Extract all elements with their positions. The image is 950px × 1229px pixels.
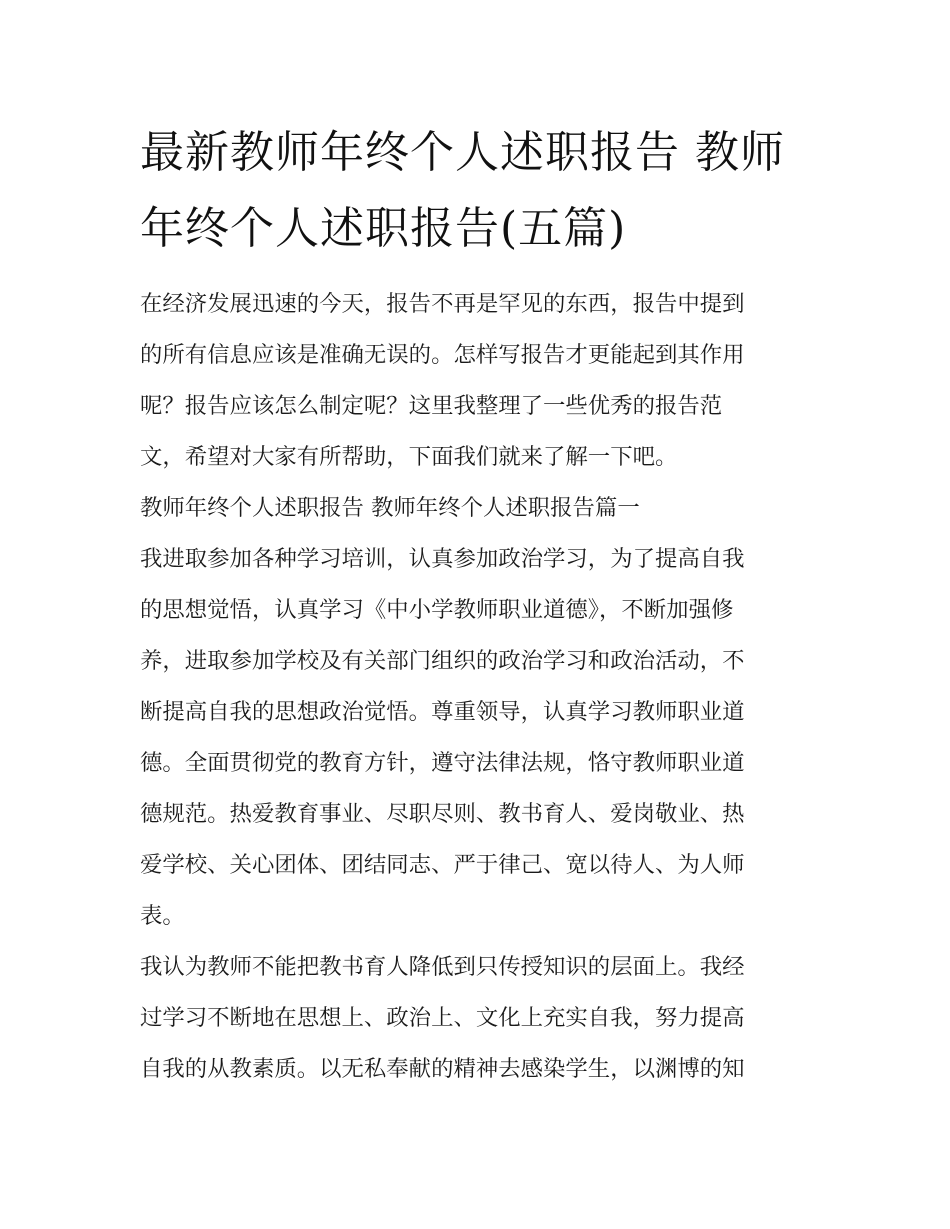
paragraph1-line-1: 我进取参加各种学习培训，认真参加政治学习，为了提高自我 [140,546,745,572]
paragraph2-line-3: 自我的从教素质。以无私奉献的精神去感染学生，以渊博的知 [140,1056,745,1082]
document-body [140,279,814,1095]
paragraph1-line-5: 德。全面贯彻党的教育方针，遵守法律法规，恪守教师职业道 [140,750,745,776]
paragraph1-line-7: 爱学校、关心团体、团结同志、严于律己、宽以待人、为人师 [140,852,745,878]
section-heading-text: 教师年终个人述职报告 教师年终个人述职报告篇一 [140,495,640,521]
intro-line-3: 呢？报告应该怎么制定呢？这里我整理了一些优秀的报告范 [140,393,723,419]
intro-line-2: 的所有信息应该是准确无误的。怎样写报告才更能起到其作用 [140,342,745,368]
paragraph1-line-3: 养，进取参加学校及有关部门组织的政治学习和政治活动，不 [140,648,745,674]
paragraph1-line-6: 德规范。热爱教育事业、尽职尽则、教书育人、爱岗敬业、热 [140,801,745,827]
paragraph2-line-1: 我认为教师不能把教书育人降低到只传授知识的层面上。我经 [140,954,745,980]
intro-line-4: 文，希望对大家有所帮助，下面我们就来了解一下吧。 [140,444,678,470]
paragraph1-line-4: 断提高自我的思想政治觉悟。尊重领导，认真学习教师职业道 [140,699,745,725]
intro-line-1: 在经济发展迅速的今天，报告不再是罕见的东西，报告中提到 [140,291,745,317]
body-paragraph-1 [140,534,814,942]
section-heading [140,483,814,534]
intro-paragraph [140,279,814,483]
body-paragraph-2 [140,942,814,1095]
paragraph1-line-8: 表。 [140,903,185,929]
document-title: 最新教师年终个人述职报告 教师年终个人述职报告(五篇) [140,127,785,254]
paragraph2-line-2: 过学习不断地在思想上、政治上、文化上充实自我，努力提高 [140,1005,745,1031]
paragraph1-line-2: 的思想觉悟，认真学习《中小学教师职业道德》，不断加强修 [140,597,734,623]
